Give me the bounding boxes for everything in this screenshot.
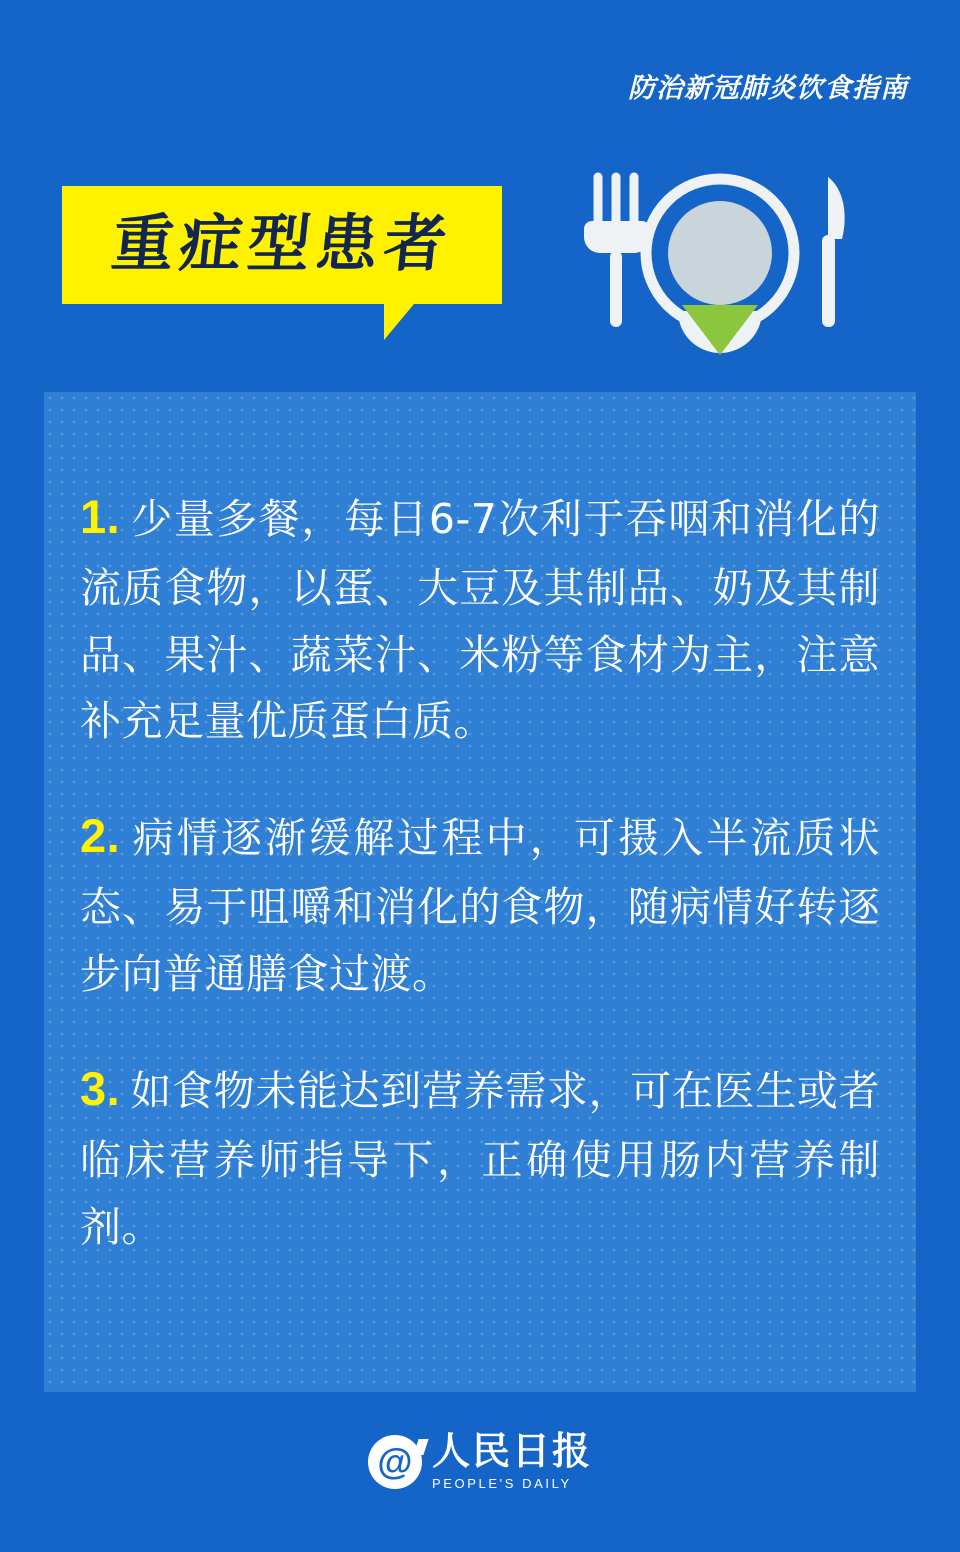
- list-item: [80, 798, 880, 1007]
- brand-name-en: PEOPLE'S DAILY: [431, 1476, 572, 1491]
- list-item-text: [80, 1051, 880, 1260]
- list-item: [80, 479, 880, 754]
- list-item-number: 2.: [80, 809, 121, 863]
- plate-fork-knife-icon: [570, 165, 870, 380]
- brand-name-cn: 人民日报: [431, 1431, 592, 1473]
- at-sign-icon: @: [368, 1435, 422, 1489]
- list-item-text: [80, 479, 880, 754]
- page-title: 防治新冠肺炎饮食指南: [628, 73, 908, 103]
- content-panel: [44, 392, 916, 1392]
- list-item-number: 1.: [80, 490, 121, 543]
- brand-wordmark: [432, 1433, 592, 1490]
- list-item-body: 少量多餐，每日6-7次利于吞咽和消化的流质食物，以蛋、大豆及其制品、奶及其制品、果汁、蔬菜汁、米粉等食材为主，注意补充足量优质蛋白质。: [80, 495, 880, 745]
- list-item-body: 如食物未能达到营养需求，可在医生或者临床营养师指导下，正确使用肠内营养制剂。: [80, 1067, 880, 1251]
- list-item-number: 3.: [80, 1062, 121, 1116]
- banner-box: [62, 186, 502, 304]
- banner-tail: [384, 304, 414, 340]
- list-item-body: 病情逐渐缓解过程中，可摄入半流质状态、易于咀嚼和消化的食物，随病情好转逐步向普通膳食过渡。: [80, 814, 880, 998]
- section-banner: [62, 186, 502, 304]
- footer-logo: [0, 1433, 960, 1490]
- banner-label: 重症型患者: [108, 210, 456, 279]
- list-item-text: [80, 798, 880, 1007]
- list-item: [80, 1051, 880, 1260]
